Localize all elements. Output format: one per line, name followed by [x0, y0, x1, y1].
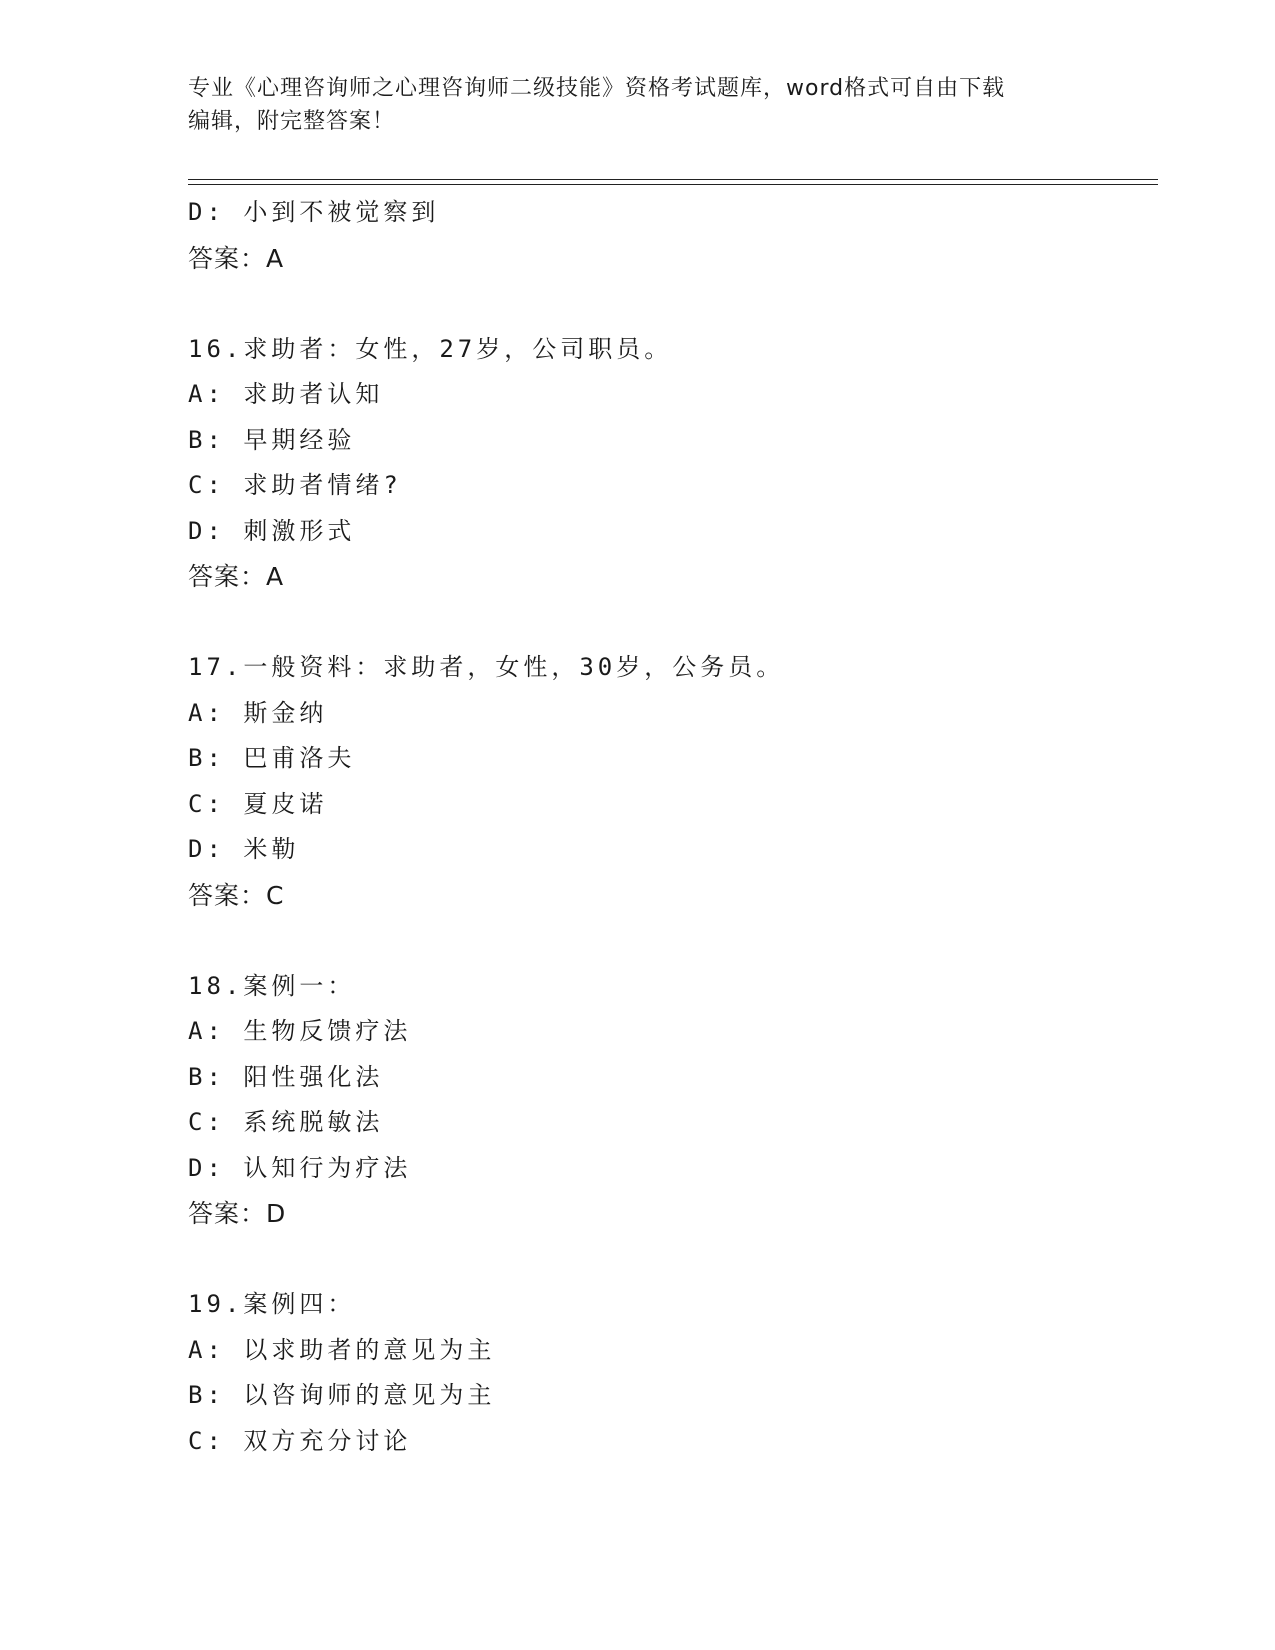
question-16 [188, 327, 1148, 600]
header-divider-bottom [188, 184, 1158, 185]
question-19 [188, 1282, 1148, 1464]
option-c: C: 夏皮诺 [188, 789, 328, 818]
spacer [188, 281, 1148, 327]
option-a: A: 斯金纳 [188, 698, 328, 727]
question-17 [188, 645, 1148, 918]
option-c: C: 双方充分讨论 [188, 1426, 412, 1455]
option-b: B: 巴甫洛夫 [188, 744, 356, 772]
question-stem: 18.案例一： [188, 971, 356, 1000]
answer-line: 答案：D [188, 1199, 287, 1228]
question-list [188, 190, 1148, 1464]
spacer [188, 600, 1148, 646]
answer-line: 答案：A [188, 562, 285, 591]
option-a: A: 求助者认知 [188, 380, 384, 408]
question-18 [188, 964, 1148, 1237]
option-b: B: 阳性强化法 [188, 1062, 384, 1091]
header-line-1: 专业《心理咨询师之心理咨询师二级技能》资格考试题库，word格式可自由下载 [188, 76, 1006, 101]
question-stem: 16.求助者：女性，27岁，公司职员。 [188, 334, 673, 363]
document-header [188, 72, 1088, 138]
header-divider-top [188, 179, 1158, 180]
option-a: A: 以求助者的意见为主 [188, 1335, 496, 1364]
header-line-2: 编辑，附完整答案！ [188, 109, 396, 134]
question-stem: 17.一般资料：求助者，女性，30岁，公务员。 [188, 653, 785, 681]
spacer [188, 1237, 1148, 1283]
option-d: D: 米勒 [188, 835, 300, 863]
option-d: D: 认知行为疗法 [188, 1153, 412, 1182]
option-b: B: 早期经验 [188, 425, 356, 454]
spacer [188, 918, 1148, 964]
option-a: A: 生物反馈疗法 [188, 1017, 412, 1045]
option-c: C: 系统脱敏法 [188, 1108, 384, 1136]
answer-line: 答案：C [188, 880, 285, 910]
option-b: B: 以咨询师的意见为主 [188, 1381, 496, 1409]
answer-line: 答案：A [188, 243, 285, 273]
question-stem: 19.案例四： [188, 1290, 356, 1318]
option-c: C: 求助者情绪? [188, 471, 402, 499]
option-d: D: 刺激形式 [188, 516, 356, 545]
option-d-continued: D: 小到不被觉察到 [188, 198, 440, 226]
